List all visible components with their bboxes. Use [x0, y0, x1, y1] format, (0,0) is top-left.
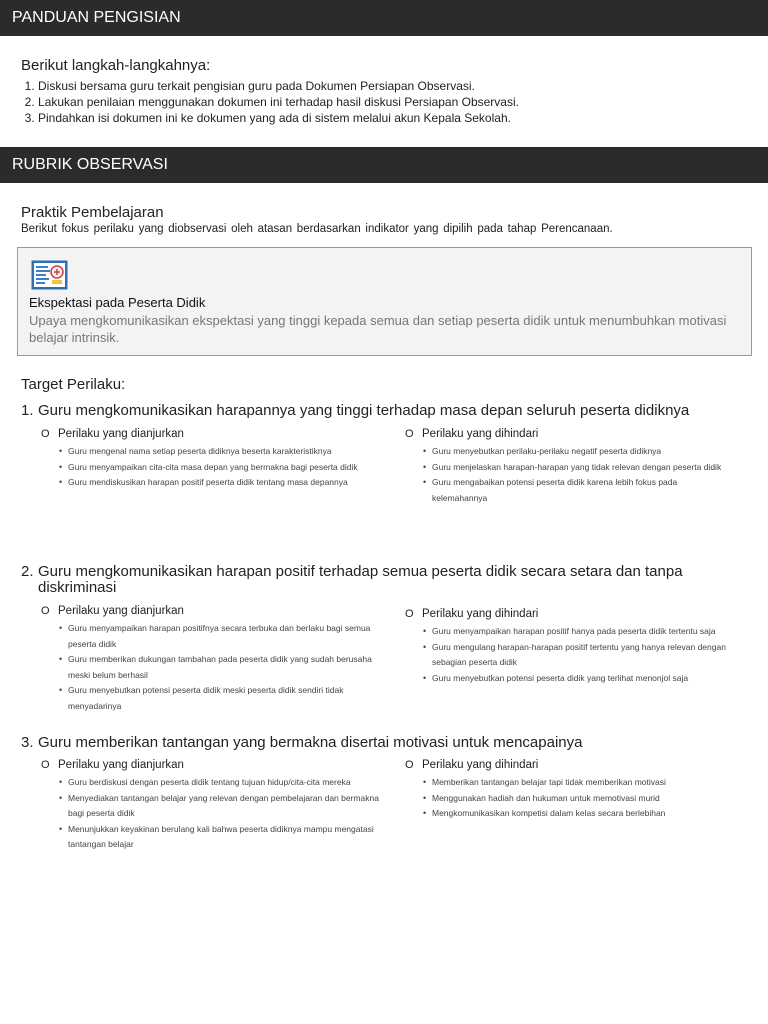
steps-list — [22, 78, 519, 126]
avoided-list — [423, 444, 733, 506]
list-item: • Guru menyampaikan harapan positifnya secara terbuka dan berlaku bagi semua peserta didik — [59, 621, 379, 652]
recommended-heading — [41, 605, 184, 617]
recommended-label: Perilaku yang dianjurkan — [58, 605, 184, 617]
section-description: Berikut fokus perilaku yang diobservasi oleh atasan berdasarkan indikator yang dipilih pada tahap Perencanaan. — [21, 223, 613, 235]
goal-2 — [21, 564, 741, 596]
circle-bullet-icon: O — [405, 759, 414, 771]
list-item: • Menyediakan tantangan belajar yang relevan dengan pembelajaran dan bermakna bagi peserta didik — [59, 791, 384, 822]
recommended-list — [59, 775, 384, 853]
goal-number: 1. — [21, 402, 34, 419]
list-item: • Guru menyampaikan cita-cita masa depan yang bermakna bagi peserta didik — [59, 460, 364, 476]
recommended-heading — [41, 428, 184, 440]
goal-text: Guru mengkomunikasikan harapannya yang tinggi terhadap masa depan seluruh peserta didiknya — [38, 402, 690, 419]
steps-intro: Berikut langkah-langkahnya: — [21, 57, 211, 74]
recommended-label: Perilaku yang dianjurkan — [58, 759, 184, 771]
list-item: • Guru menyebutkan potensi peserta didik meski peserta didik sendiri tidak menyadarinya — [59, 683, 379, 714]
card-description: Upaya mengkomunikasikan ekspektasi yang tinggi kepada semua dan setiap peserta didik untuk menumbuhkan motivasi belajar intrinsik. — [29, 313, 727, 345]
circle-bullet-icon: O — [41, 605, 50, 617]
card-title: Ekspektasi pada Peserta Didik — [29, 295, 206, 310]
recommended-list — [59, 444, 364, 491]
step-item: 2. Lakukan penilaian menggunakan dokumen ini terhadap hasil diskusi Persiapan Observasi. — [38, 94, 519, 110]
list-item: • Memberikan tantangan belajar tapi tidak memberikan motivasi — [423, 775, 743, 791]
list-item: • Mengkomunikasikan kompetisi dalam kelas secara berlebihan — [423, 806, 743, 822]
recommended-label: Perilaku yang dianjurkan — [58, 428, 184, 440]
document-presentation-icon — [31, 260, 68, 290]
panduan-header: PANDUAN PENGISIAN — [0, 0, 768, 36]
avoided-heading — [405, 759, 538, 771]
circle-bullet-icon: O — [41, 428, 50, 440]
avoided-list — [423, 624, 743, 686]
list-item: • Guru berdiskusi dengan peserta didik tentang tujuan hidup/cita-cita mereka — [59, 775, 384, 791]
indicator-card — [17, 247, 752, 356]
target-label: Target Perilaku: — [21, 376, 126, 393]
list-item: • Guru menyebutkan perilaku-perilaku negatif peserta didiknya — [423, 444, 733, 460]
avoided-heading — [405, 608, 538, 620]
avoided-label: Perilaku yang dihindari — [422, 608, 539, 620]
avoided-list — [423, 775, 743, 822]
avoided-label: Perilaku yang dihindari — [422, 428, 539, 440]
goal-text: Guru memberikan tantangan yang bermakna disertai motivasi untuk mencapainya — [38, 734, 583, 751]
list-item: • Guru mengenal nama setiap peserta didiknya beserta karakteristiknya — [59, 444, 364, 460]
circle-bullet-icon: O — [405, 608, 414, 620]
list-item: • Menggunakan hadiah dan hukuman untuk memotivasi murid — [423, 791, 743, 807]
section-title: Praktik Pembelajaran — [21, 204, 164, 221]
circle-bullet-icon: O — [405, 428, 414, 440]
goal-number: 3. — [21, 734, 34, 751]
goal-text: Guru mengkomunikasikan harapan positif terhadap semua peserta didik secara setara dan tanpa diskriminasi — [38, 563, 683, 596]
goal-1 — [21, 403, 741, 419]
list-item: • Guru memberikan dukungan tambahan pada peserta didik yang sudah berusaha meski belum berhasil — [59, 652, 379, 683]
list-item: • Guru mengulang harapan-harapan positif tertentu yang hanya relevan dengan sebagian peserta didik — [423, 640, 743, 671]
avoided-heading — [405, 428, 538, 440]
list-item: • Guru mengabaikan potensi peserta didik karena lebih fokus pada kelemahannya — [423, 475, 733, 506]
circle-bullet-icon: O — [41, 759, 50, 771]
recommended-heading — [41, 759, 184, 771]
list-item: • Guru mendiskusikan harapan positif peserta didik tentang masa depannya — [59, 475, 364, 491]
goal-number: 2. — [21, 563, 34, 580]
list-item: • Guru menjelaskan harapan-harapan yang tidak relevan dengan peserta didik — [423, 460, 733, 476]
list-item: • Menunjukkan keyakinan berulang kali bahwa peserta didiknya mampu mengatasi tantangan belajar — [59, 822, 384, 853]
list-item: • Guru menyebutkan potensi peserta didik yang terlihat menonjol saja — [423, 671, 743, 687]
step-item: 1. Diskusi bersama guru terkait pengisian guru pada Dokumen Persiapan Observasi. — [38, 78, 519, 94]
recommended-list — [59, 621, 379, 715]
goal-3 — [21, 735, 741, 751]
list-item: • Guru menyampaikan harapan positif hanya pada peserta didik tertentu saja — [423, 624, 743, 640]
rubrik-header: RUBRIK OBSERVASI — [0, 147, 768, 183]
step-item: 3. Pindahkan isi dokumen ini ke dokumen yang ada di sistem melalui akun Kepala Sekolah. — [38, 110, 519, 126]
avoided-label: Perilaku yang dihindari — [422, 759, 539, 771]
